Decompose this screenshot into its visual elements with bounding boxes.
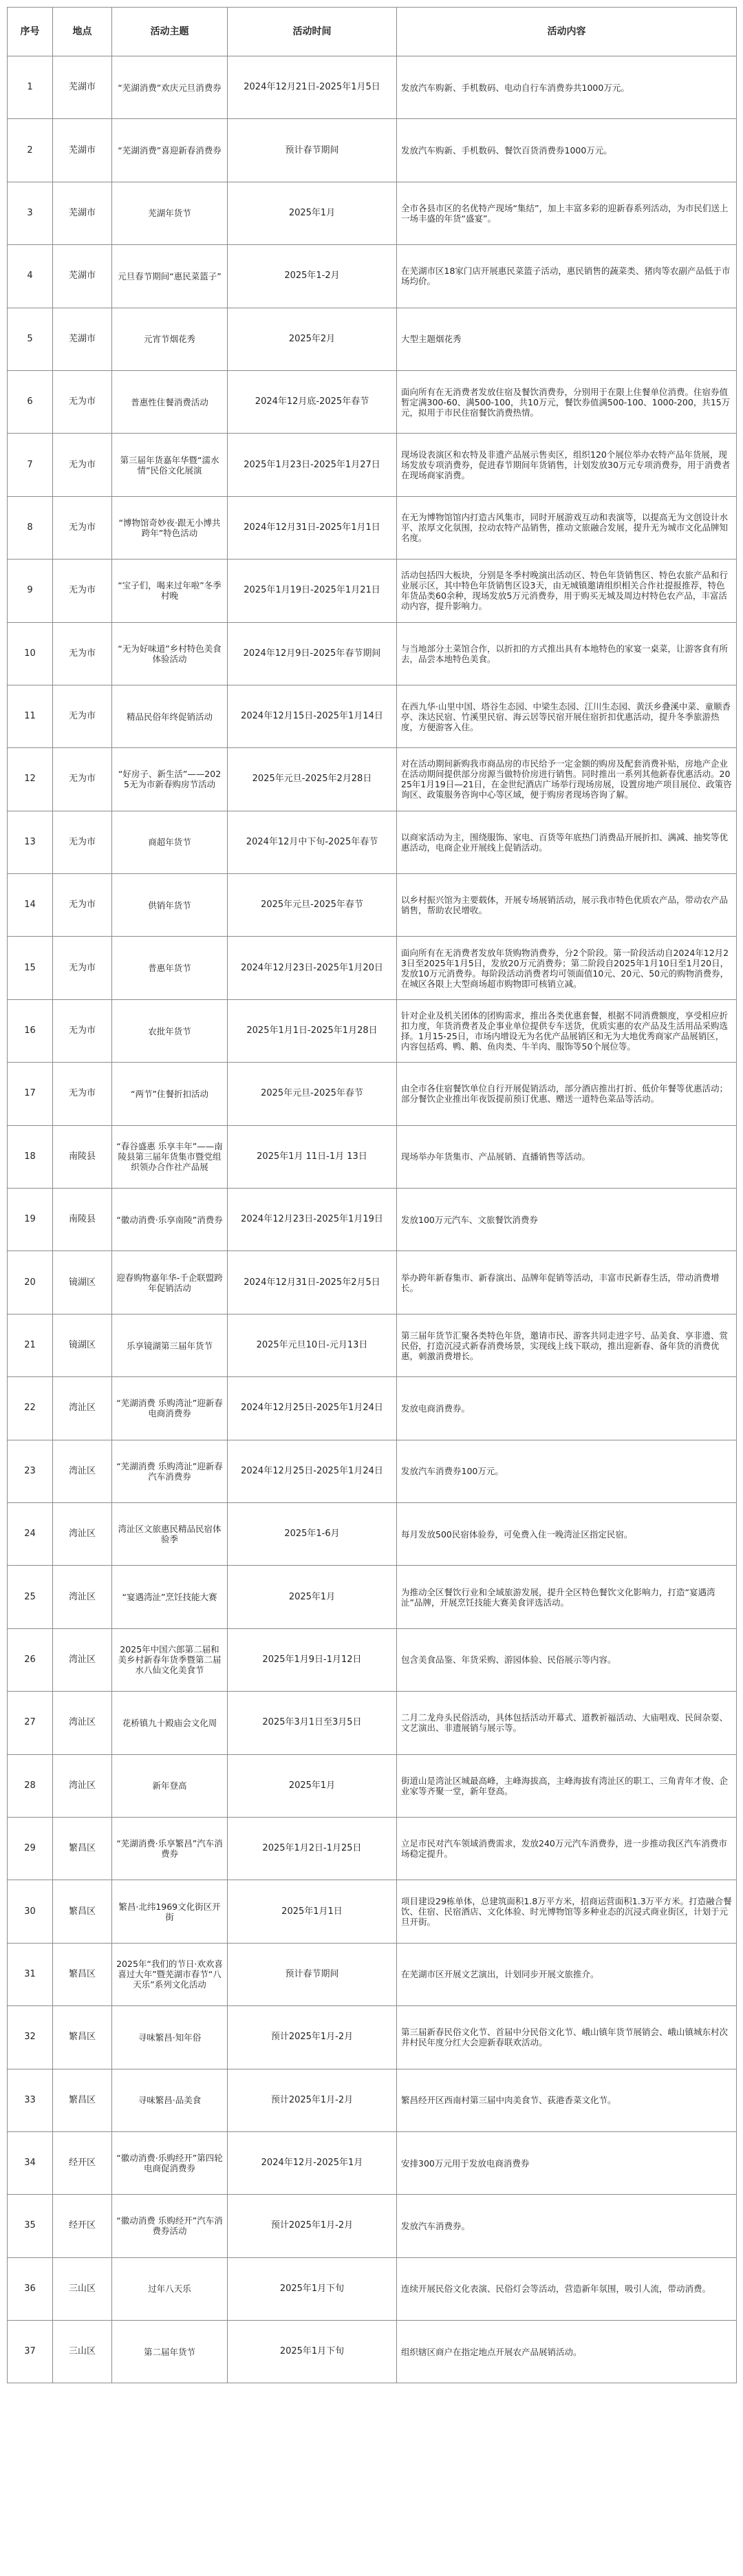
cell-theme: 2025年“我们的节日·欢欢喜喜过大年”暨芜湖市春节“八天乐”系列文化活动	[112, 1943, 228, 2005]
table-row	[8, 1817, 737, 1880]
cell-place: 芜湖市	[53, 182, 112, 244]
header-place: 地点	[53, 8, 112, 56]
cell-theme: “无为好味道”乡村特色美食体验活动	[112, 622, 228, 685]
cell-content: 以商家活动为主，围绕服饰、家电、百货等年底热门消费品开展折扣、满减、抽奖等优惠活动，电商企业开展线上促销活动。	[397, 811, 737, 873]
cell-time: 2024年12月31日-2025年1月1日	[228, 496, 397, 559]
cell-place: 无为市	[53, 560, 112, 622]
cell-content: 发放电商消费券。	[397, 1377, 737, 1440]
cell-no: 9	[8, 560, 53, 622]
cell-content: 与当地部分土菜馆合作，以折扣的方式推出具有本地特色的家宴一桌菜，让游客食有所去，品尝本地特色美食。	[397, 622, 737, 685]
cell-place: 南陵县	[53, 1125, 112, 1188]
cell-content: 发放汽车消费券100万元。	[397, 1440, 737, 1502]
cell-content: 全市各县市区的名优特产现场“集结”，加上丰富多彩的迎新春系列活动，为市民们送上一场丰盛的年货“盛宴”。	[397, 182, 737, 244]
header-no: 序号	[8, 8, 53, 56]
cell-theme: 新年登高	[112, 1754, 228, 1817]
cell-place: 无为市	[53, 434, 112, 496]
cell-time: 2025年元旦-2025年2月28日	[228, 748, 397, 811]
table-row	[8, 2006, 737, 2069]
cell-theme: “宝子们，喝来过年啦”冬季村晚	[112, 560, 228, 622]
cell-no: 16	[8, 999, 53, 1062]
cell-theme: “好房子、新生活”——2025无为市新春购房节活动	[112, 748, 228, 811]
cell-content: 对在活动期间新购我市商品房的市民给予一定金额的购房及配套消费补贴，房地产企业在活动期间提供部分房源当做特价房进行销售。同时推出一系列其他新春优惠活动。2025年1月19日—21日，在金世纪酒店广场举行现场房展，设置房地产项目展位、政策咨询区、政策服务咨询中心等区域，便于购房者现场咨询了解。	[397, 748, 737, 811]
cell-theme: 第二届年货节	[112, 2321, 228, 2383]
cell-time: 2025年1月1日-2025年1月28日	[228, 999, 397, 1062]
cell-content: 在西九华·山里中国、塔谷生态园、中梁生态园、江川生态园、黄沃乡叠溪中菜、童顺香亭、洙达民宿、竹溪里民宿、海云居等民宿开展住宿折扣优惠活动，提升冬季旅游热度，方便游客入住。	[397, 685, 737, 747]
table-row	[8, 1628, 737, 1691]
cell-time: 2024年12月中下旬-2025年春节	[228, 811, 397, 873]
cell-no: 15	[8, 937, 53, 999]
table-row	[8, 1943, 737, 2005]
cell-content: 面向所有在无消费者发放住宿及餐饮消费券，分别用于在限上住餐单位消费。住宿券值暂定满300-60、满500-100，共10万元，餐饮券值满500-100、1000-200，共15万元，拟用于市民住宿餐饮消费热情。	[397, 370, 737, 433]
cell-theme: 寻味繁昌·知年俗	[112, 2006, 228, 2069]
table-row	[8, 182, 737, 244]
cell-place: 经开区	[53, 2131, 112, 2194]
cell-content: 连续开展民俗文化表演、民俗灯会等活动，营造新年氛围，吸引人流，带动消费。	[397, 2257, 737, 2320]
cell-theme: “芜湖消费”欢庆元旦消费券	[112, 56, 228, 119]
cell-content: 安排300万元用于发放电商消费券	[397, 2131, 737, 2194]
table-row	[8, 999, 737, 1062]
cell-theme: 供销年货节	[112, 874, 228, 937]
cell-no: 11	[8, 685, 53, 747]
cell-no: 4	[8, 245, 53, 308]
cell-content: 以乡村振兴馆为主要载体，开展专场展销活动，展示我市特色优质农产品，带动农产品销售，帮助农民增收。	[397, 874, 737, 937]
cell-no: 23	[8, 1440, 53, 1502]
cell-place: 经开区	[53, 2195, 112, 2257]
cell-time: 2025年1月 11日-1月 13日	[228, 1125, 397, 1188]
table-row	[8, 2195, 737, 2257]
cell-time: 2024年12月-2025年1月	[228, 2131, 397, 2194]
cell-theme: “春谷盛惠 乐享丰年”——南陵县第三届年货集市暨党组织领办合作社产品展	[112, 1125, 228, 1188]
cell-place: 无为市	[53, 937, 112, 999]
cell-time: 预计2025年1月-2月	[228, 2069, 397, 2131]
cell-time: 2024年12月15日-2025年1月14日	[228, 685, 397, 747]
cell-content: 为推动全区餐饮行业和全域旅游发展，提升全区特色餐饮文化影响力，打造“宴遇湾沚”品牌，开展烹饪技能大赛美食评选活动。	[397, 1566, 737, 1628]
cell-time: 2025年1月下旬	[228, 2257, 397, 2320]
cell-no: 1	[8, 56, 53, 119]
cell-place: 芜湖市	[53, 56, 112, 119]
table-row	[8, 1125, 737, 1188]
cell-no: 6	[8, 370, 53, 433]
cell-place: 芜湖市	[53, 119, 112, 182]
cell-no: 34	[8, 2131, 53, 2194]
cell-time: 2024年12月底-2025年春节	[228, 370, 397, 433]
cell-time: 2025年1-6月	[228, 1502, 397, 1565]
cell-place: 无为市	[53, 999, 112, 1062]
cell-no: 3	[8, 182, 53, 244]
cell-no: 37	[8, 2321, 53, 2383]
cell-theme: 普惠性住餐消费活动	[112, 370, 228, 433]
cell-place: 无为市	[53, 496, 112, 559]
cell-time: 2025年1月	[228, 1754, 397, 1817]
cell-time: 预计春节期间	[228, 1943, 397, 2005]
cell-place: 无为市	[53, 811, 112, 873]
cell-content: 在芜湖市区18家门店开展惠民菜篮子活动，惠民销售的蔬菜类、猪肉等农副产品低于市场均价。	[397, 245, 737, 308]
cell-theme: 花桥镇九十殿庙会文化周	[112, 1692, 228, 1754]
cell-content: 立足市民对汽车领域消费需求，发放240万元汽车消费券，进一步推动我区汽车消费市场稳定提升。	[397, 1817, 737, 1880]
cell-place: 繁昌区	[53, 2069, 112, 2131]
cell-place: 无为市	[53, 685, 112, 747]
cell-place: 镜湖区	[53, 1314, 112, 1376]
cell-no: 18	[8, 1125, 53, 1188]
table-row	[8, 1063, 737, 1125]
table-body	[8, 56, 737, 2383]
cell-theme: 第三届年货嘉年华暨“濡水情”民俗文化展演	[112, 434, 228, 496]
cell-time: 2024年12月25日-2025年1月24日	[228, 1440, 397, 1502]
table-row	[8, 1440, 737, 1502]
cell-place: 湾沚区	[53, 1628, 112, 1691]
cell-theme: 寻味繁昌·品美食	[112, 2069, 228, 2131]
table-row	[8, 1692, 737, 1754]
cell-no: 17	[8, 1063, 53, 1125]
cell-no: 20	[8, 1251, 53, 1314]
table-row	[8, 685, 737, 747]
cell-no: 22	[8, 1377, 53, 1440]
cell-content: 发放汽车购新、手机数码、餐饮百货消费券1000万元。	[397, 119, 737, 182]
table-row	[8, 370, 737, 433]
header-time: 活动时间	[228, 8, 397, 56]
cell-time: 2025年1月	[228, 1566, 397, 1628]
cell-place: 繁昌区	[53, 2006, 112, 2069]
table-row	[8, 1314, 737, 1376]
cell-place: 繁昌区	[53, 1817, 112, 1880]
cell-no: 33	[8, 2069, 53, 2131]
cell-theme: 繁昌·北纬1969文化街区开街	[112, 1880, 228, 1943]
cell-no: 30	[8, 1880, 53, 1943]
table-header-row	[8, 8, 737, 56]
table-row	[8, 748, 737, 811]
cell-theme: 湾沚区文旅惠民精品民宿体验季	[112, 1502, 228, 1565]
cell-place: 湾沚区	[53, 1566, 112, 1628]
table-row	[8, 1502, 737, 1565]
table-row	[8, 560, 737, 622]
cell-no: 5	[8, 308, 53, 370]
cell-place: 无为市	[53, 748, 112, 811]
cell-no: 19	[8, 1189, 53, 1251]
activity-table	[7, 7, 737, 2383]
cell-content: 现场举办年货集市、产品展销、直播销售等活动。	[397, 1125, 737, 1188]
cell-content: 发放汽车购新、手机数码、电动自行车消费券共1000万元。	[397, 56, 737, 119]
cell-time: 2025年1月	[228, 182, 397, 244]
cell-place: 三山区	[53, 2257, 112, 2320]
cell-no: 10	[8, 622, 53, 685]
cell-place: 湾沚区	[53, 1502, 112, 1565]
cell-place: 三山区	[53, 2321, 112, 2383]
table-row	[8, 1251, 737, 1314]
cell-time: 2025年元旦-2025年春节	[228, 1063, 397, 1125]
cell-place: 芜湖市	[53, 308, 112, 370]
cell-content: 组织辖区商户在指定地点开展农产品展销活动。	[397, 2321, 737, 2383]
cell-theme: “徽动消费 乐购经开”汽车消费券活动	[112, 2195, 228, 2257]
cell-theme: “宴遇湾沚”烹饪技能大赛	[112, 1566, 228, 1628]
cell-theme: 商超年货节	[112, 811, 228, 873]
cell-place: 繁昌区	[53, 1880, 112, 1943]
cell-content: 包含美食品鉴、年货采购、游园体验、民俗展示等内容。	[397, 1628, 737, 1691]
table-row	[8, 1754, 737, 1817]
cell-place: 无为市	[53, 1063, 112, 1125]
table-row	[8, 811, 737, 873]
cell-time: 2025年1月下旬	[228, 2321, 397, 2383]
cell-time: 2025年1月23日-2025年1月27日	[228, 434, 397, 496]
cell-content: 发放100万元汽车、文旅餐饮消费券	[397, 1189, 737, 1251]
cell-no: 36	[8, 2257, 53, 2320]
cell-theme: 乐享镜湖第三届年货节	[112, 1314, 228, 1376]
cell-no: 32	[8, 2006, 53, 2069]
cell-no: 25	[8, 1566, 53, 1628]
cell-time: 2025年元旦10日-元月13日	[228, 1314, 397, 1376]
cell-theme: “徽动消费·乐购经开”第四轮电商促消费券	[112, 2131, 228, 2194]
activity-schedule-sheet	[7, 7, 736, 2383]
cell-no: 12	[8, 748, 53, 811]
cell-theme: 芜湖年货节	[112, 182, 228, 244]
cell-content: 举办跨年新春集市、新春演出、品牌年促销等活动，丰富市民新春生活，带动消费增长。	[397, 1251, 737, 1314]
cell-no: 21	[8, 1314, 53, 1376]
cell-theme: “芜湖消费 乐购湾沚”迎新春电商消费券	[112, 1377, 228, 1440]
cell-theme: “芜湖消费·乐享繁昌”汽车消费券	[112, 1817, 228, 1880]
cell-theme: “芜湖消费”喜迎新春消费券	[112, 119, 228, 182]
cell-content: 每月发放500民宿体验券，可免费入住一晚湾沚区指定民宿。	[397, 1502, 737, 1565]
cell-time: 2025年2月	[228, 308, 397, 370]
table-row	[8, 1377, 737, 1440]
cell-content: 在无为博物馆馆内打造古风集市，同时开展游戏互动和表演等，以提高无为文创设计水平、浓厚文化氛围，拉动农特产品销售，推动文旅融合发展，提升无为城市文化品牌知名度。	[397, 496, 737, 559]
cell-place: 无为市	[53, 622, 112, 685]
cell-content: 由全市各住宿餐饮单位自行开展促销活动，部分酒店推出打折、低价年餐等优惠活动；部分餐饮企业推出年夜饭提前预订优惠、赠送一道特色菜品等活动。	[397, 1063, 737, 1125]
cell-time: 预计2025年1月-2月	[228, 2195, 397, 2257]
cell-theme: “徽动消费·乐享南陵”消费券	[112, 1189, 228, 1251]
cell-place: 无为市	[53, 370, 112, 433]
header-content: 活动内容	[397, 8, 737, 56]
table-row	[8, 2069, 737, 2131]
cell-content: 针对企业及机关团体的团购需求，推出各类优惠套餐，根据不同消费额度，享受相应折扣力度，年货消费者及企事业单位提供专车送货，优质实惠的农产品及生活用品采购选择。1月15-25日，市场内增设无为名优产品展销区和无为大地优秀商家产品展销区，内容包括鸡、鸭、鹅、鱼肉类、牛羊肉、服饰等50个展位等。	[397, 999, 737, 1062]
cell-place: 湾沚区	[53, 1377, 112, 1440]
cell-time: 预计春节期间	[228, 119, 397, 182]
cell-place: 繁昌区	[53, 1943, 112, 2005]
cell-content: 二月二龙舟头民俗活动，具体包括活动开幕式、道教祈福活动、大庙唱戏、民间杂耍、文艺演出、非遗展销与展示等。	[397, 1692, 737, 1754]
cell-theme: 普惠年货节	[112, 937, 228, 999]
cell-content: 街道山是湾沚区城最高峰，主峰海拔高，主峰海拔有湾沚区的职工、三角青年才俊、企业家等齐聚一堂，新年登高。	[397, 1754, 737, 1817]
table-row	[8, 1566, 737, 1628]
cell-content: 大型主题烟花秀	[397, 308, 737, 370]
cell-theme: 过年八天乐	[112, 2257, 228, 2320]
cell-content: 项目建设29栋单体，总建筑面积1.8万平方米，招商运营面积1.3万平方米。打造融合餐饮、住宿、民宿酒店、文化体验、时光博物馆等多种业态的沉浸式商业街区，计划于元旦开街。	[397, 1880, 737, 1943]
table-row	[8, 874, 737, 937]
table-row	[8, 1189, 737, 1251]
table-row	[8, 622, 737, 685]
cell-theme: 精品民俗年终促销活动	[112, 685, 228, 747]
table-row	[8, 1880, 737, 1943]
cell-content: 繁昌经开区西南村第三届中肉美食节、荻港香菜文化节。	[397, 2069, 737, 2131]
table-row	[8, 308, 737, 370]
cell-place: 湾沚区	[53, 1692, 112, 1754]
cell-theme: 元旦春节期间“惠民菜篮子”	[112, 245, 228, 308]
cell-time: 2024年12月21日-2025年1月5日	[228, 56, 397, 119]
cell-time: 2025年1月9日-1月12日	[228, 1628, 397, 1691]
cell-time: 2024年12月23日-2025年1月20日	[228, 937, 397, 999]
cell-time: 2025年3月1日至3月5日	[228, 1692, 397, 1754]
cell-time: 2024年12月23日-2025年1月19日	[228, 1189, 397, 1251]
table-row	[8, 119, 737, 182]
cell-place: 南陵县	[53, 1189, 112, 1251]
cell-place: 镜湖区	[53, 1251, 112, 1314]
cell-time: 2025年元旦-2025年春节	[228, 874, 397, 937]
cell-no: 24	[8, 1502, 53, 1565]
cell-theme: “芜湖消费 乐购湾沚”迎新春汽车消费券	[112, 1440, 228, 1502]
cell-no: 14	[8, 874, 53, 937]
cell-content: 第三届年货节汇聚各类特色年货，邀请市民、游客共同走进字号、品美食、享非遗、赏民俗，打造沉浸式新春消费场景，实现线上线下联动，推出迎新春、备年货的消费优惠，刺激消费增长。	[397, 1314, 737, 1376]
table-row	[8, 2131, 737, 2194]
table-row	[8, 496, 737, 559]
cell-time: 2024年12月25日-2025年1月24日	[228, 1377, 397, 1440]
cell-content: 第三届新春民俗文化节、首届中分民俗文化节、峨山镇年货节展销会、峨山镇城东村次井村民年度分红大会迎新春联欢活动。	[397, 2006, 737, 2069]
cell-no: 27	[8, 1692, 53, 1754]
header-theme: 活动主题	[112, 8, 228, 56]
cell-place: 无为市	[53, 874, 112, 937]
cell-no: 2	[8, 119, 53, 182]
table-row	[8, 937, 737, 999]
cell-place: 芜湖市	[53, 245, 112, 308]
cell-theme: “两节”住餐折扣活动	[112, 1063, 228, 1125]
cell-no: 35	[8, 2195, 53, 2257]
cell-content: 活动包括四大板块，分别是冬季村晚演出活动区、特色年货销售区、特色农旅产品和行业展示区，其中特色年货销售区设3天，由无城镇邀请组织相关合作社提报推荐，特色年货品类60余种，现场发放5万元消费券，用于购买无城及周边村特色农产品，丰富活动内容，提升影响力。	[397, 560, 737, 622]
cell-content: 发放汽车消费券。	[397, 2195, 737, 2257]
cell-no: 13	[8, 811, 53, 873]
cell-time: 2024年12月9日-2025年春节期间	[228, 622, 397, 685]
cell-theme: “博物馆奇妙夜·跟无小博共跨年”特色活动	[112, 496, 228, 559]
cell-time: 预计2025年1月-2月	[228, 2006, 397, 2069]
table-row	[8, 2321, 737, 2383]
cell-theme: 迎春购物嘉年华-千企联盟跨年促销活动	[112, 1251, 228, 1314]
cell-no: 8	[8, 496, 53, 559]
table-row	[8, 56, 737, 119]
cell-no: 31	[8, 1943, 53, 2005]
cell-time: 2025年1月1日	[228, 1880, 397, 1943]
cell-theme: 2025年中国六郎第二届和美乡村新春年货季暨第二届水八仙文化美食节	[112, 1628, 228, 1691]
table-row	[8, 2257, 737, 2320]
cell-no: 29	[8, 1817, 53, 1880]
cell-no: 28	[8, 1754, 53, 1817]
cell-time: 2025年1-2月	[228, 245, 397, 308]
cell-time: 2025年1月2日-1月25日	[228, 1817, 397, 1880]
cell-theme: 元宵节烟花秀	[112, 308, 228, 370]
cell-content: 在芜湖市区开展文艺演出，计划同步开展文旅推介。	[397, 1943, 737, 2005]
cell-content: 现场设表演区和农特及非遗产品展示售卖区，组织120个展位举办农特产品年货展，现场发放专项消费券，促进春节期间年货销售，计划发放30万元专项消费券，用于消费者在现场商家消费。	[397, 434, 737, 496]
table-row	[8, 245, 737, 308]
cell-content: 面向所有在无消费者发放年货购物消费券，分2个阶段。第一阶段活动自2024年12月23日至2025年1月5日，发放20万元消费券；第二阶段自2025年1月10日至1月20日，发放10万元消费券。每阶段活动消费者均可领面值10元、20元、50元的购物消费券，在城区各限上大型商场超市购物即可核销立减。	[397, 937, 737, 999]
cell-theme: 农批年货节	[112, 999, 228, 1062]
cell-time: 2024年12月31日-2025年2月5日	[228, 1251, 397, 1314]
cell-time: 2025年1月19日-2025年1月21日	[228, 560, 397, 622]
table-row	[8, 434, 737, 496]
cell-place: 湾沚区	[53, 1440, 112, 1502]
cell-no: 26	[8, 1628, 53, 1691]
cell-no: 7	[8, 434, 53, 496]
cell-place: 湾沚区	[53, 1754, 112, 1817]
